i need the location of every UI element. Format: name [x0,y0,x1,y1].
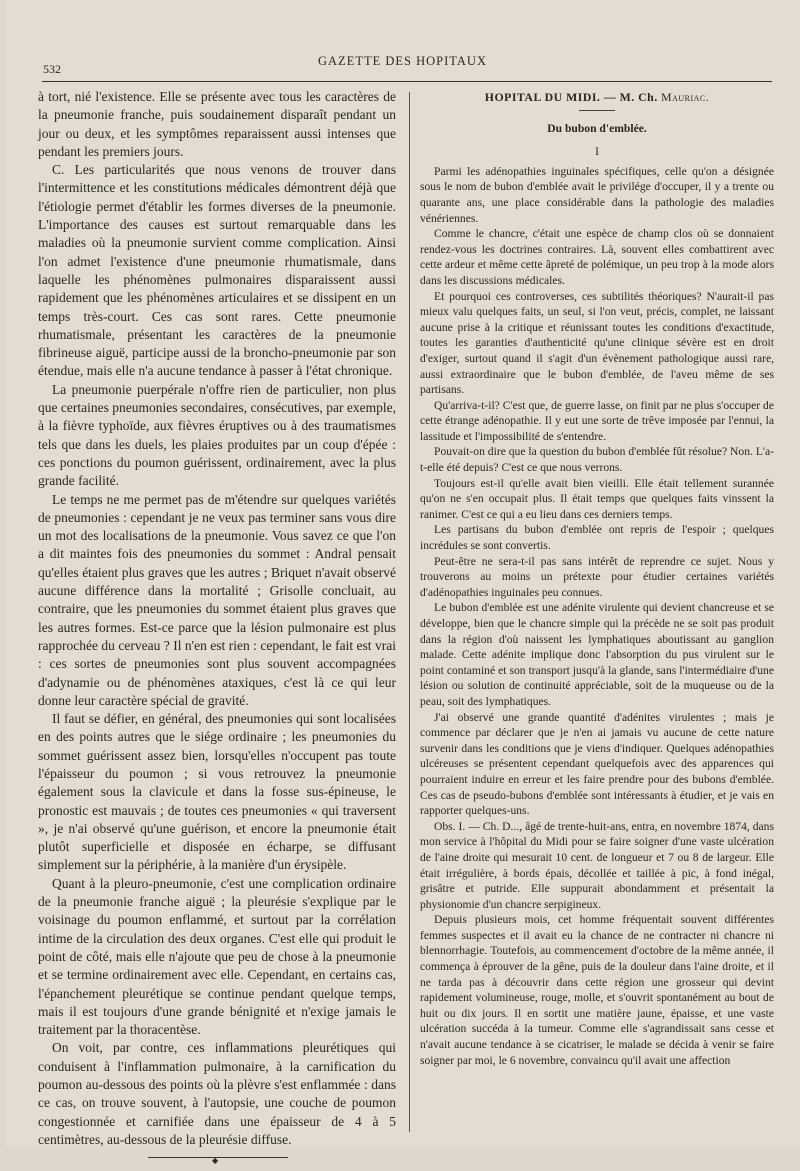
paragraph: Et pourquoi ces controverses, ces subtilités théoriques? N'aurait-il pas mieux valu quelques faits, un seul, si l'on veut, précis, complet, ne laissant aucune prise à la critique et réunissant toutes les conditions d'exactitude, toutes les garanties d'authenticité qu'une clinique sévère est en droit d'exiger, surtout quand il s'agit d'un évènement pathologique aussi rare, aussi extraordinaire que le bubon d'emblée, de l'aveu même de ses partisans. [420,289,774,397]
paragraph: Depuis plusieurs mois, cet homme fréquentait souvent différentes femmes suspectes et il avait eu la chance de ne contracter ni chancre ni blennorrhagie. Toutefois, au commencement d'octobre de la même année, il commença à éprouver de la gêne, puis de la douleur dans l'aine droite, et il ne tarda pas à découvrir dans cette région une grosseur qui devint rapidement volumineuse, rouge, molle, et s'ouvrit spontanément au bout de huit ou dix jours. Il en sortit une matière jaune, épaisse, et une vaste ulcération succéda à la tumeur. Comme elle s'agrandissait sans cesse et n'avait aucune tendance à se cicatriser, le malade se décida à venir se faire soigner par moi, le 6 novembre, convaincu qu'il avait une affection [420,913,774,1067]
paragraph: Le bubon d'emblée est une adénite virulente qui devient chancreuse et se développe, bien que le chancre simple qui la précède ne se soit pas produit dans la région d'où naissent les lymphatiques aboutissant au ganglion malade. Cette adénite implique donc l'absorption du pus virulent sur le point contaminé et son transport jusqu'à la glande, sans l'intermédiaire d'une lésion ou solution de continuité appréciable, soit de la muqueuse ou de la peau, soit des lymphatiques. [420,601,774,708]
journal-title: GAZETTE DES HOPITAUX [318,54,487,68]
paragraph: Quant à la pleuro-pneumonie, c'est une complication ordinaire de la pneumonie franche aiguë ; la pleurésie s'explique par le voisinage du poumon enflammé, et surtout par la corrélation intime de la circulation des deux organes. C'est elle qui produit le point de côté, mais elle n'ajoute que peu de chose à la pneumonie et se termine ordinairement avec elle. Cependant, en certains cas, l'épanchement pleurétique se continue pendant quelque temps, mais il est toujours d'une grande bénignité et n'exige jamais le traitement par la thoracentèse. [38,875,396,1038]
paragraph: Pouvait-on dire que la question du bubon d'emblée fût résolue? Non. L'a-t-elle été depuis? C'est ce que nous verrons. [420,445,774,475]
paragraph: Les partisans du bubon d'emblée ont repris de l'espoir ; quelques incrédules se sont convertis. [420,523,774,553]
paragraph: Le temps ne me permet pas de m'étendre sur quelques variétés de pneumonies : cependant je ne veux pas terminer sans vous dire un mot des localisations de la pneumonie. Vous savez ce que l'on a dit maintes fois des pneumonies du sommet : Andral pensait qu'elles étaient plus graves que les autres ; Briquet n'avait observé aucune différence dans la mortalité ; Grisolle concluait, au contraire, que les pneumonies du sommet étaient plus graves que les autres formes. Est-ce parce que la lésion pulmonaire est plus rapprochée du cerveau ? Il n'en est rien : cependant, le fait est vrai : ces sortes de pneumonies sont plus souvent accompagnées d'adynamie ou de phénomènes ataxiques, c'est là ce qui leur donne leur caractère spécial de gravité. [38,491,396,708]
right-column [420,88,774,1068]
left-column [38,88,396,1166]
paragraph: à tort, nié l'existence. Elle se présente avec tous les caractères de la pneumonie franche, puis soudainement disparaît pendant un jour ou deux, et les symptômes reparaissent aussi intenses que pendant les premiers jours. [38,89,396,159]
header-rule [42,81,772,82]
paragraph: Comme le chancre, c'était une espèce de champ clos où se donnaient rendez-vous les doctrines contraires. Là, souvent elles combattirent avec cette ardeur et même cette âpreté de polémique, un peu trop à la mode alors dans les discussions médicales. [420,227,774,287]
paragraph: La pneumonie puerpérale n'offre rien de particulier, non plus que certaines pneumonies secondaires, consécutives, par exemple, à la fièvre typhoïde, aux fièvres éruptives ou à des traumatismes tels que dans les duels, les plaies produites par un coup d'épée : ces ponctions du poumon guérissent, ordinairement, avec la plus grande facilité. [38,381,396,489]
end-ornament: ◆ [148,1157,288,1158]
section-number: I [595,145,599,159]
heading-rule [579,110,615,111]
paragraph: Peut-être ne sera-t-il pas sans intérêt de reprendre ce sujet. Nous y trouverons au moins un prétexte pour étudier certaines variétés d'adénopathies inguinales peu connues. [420,554,774,599]
article-title: Du bubon d'emblée. [547,121,647,135]
paragraph: Parmi les adénopathies inguinales spécifiques, celle qu'on a désignée sous le nom de bubon d'emblée avait le privilége d'occuper, il y a trente ou quarante ans, une place considérable dans la pathologie des maladies vénériennes. [420,164,774,225]
column-divider [409,92,410,1132]
paragraph: C. Les particularités que nous venons de trouver dans l'intermittence et les constitutions médicales démontrent déjà que l'étiologie permet d'établir les formes diverses de la pneumonie. L'importance des causes est surtout remarquable dans les maladies où la pneumonie survient comme complication. Ainsi l'on admet l'existence d'une pneumonie rhumatismale, dans laquelle les phénomènes pulmonaires disparaissent aussi rapidement que les phénomènes articulaires et se dissipent en un temps très-court. Ces cas sont rares. Cette pneumonie rhumatismale, présentant les caractères de la pneumonie fibrineuse aiguë, participe aussi de la broncho-pneumonie par son étendue, mais elle n'a aucune tendance à passer à l'état chronique. [38,162,396,379]
section-heading: HOPITAL DU MIDI. — M. Ch. Mauriac. [484,90,710,104]
paragraph: Qu'arriva-t-il? C'est que, de guerre lasse, on finit par ne plus s'occuper de cette étrange adénopathie. Il y eut une sorte de trêve imposée par l'ennui, la lassitude et l'impossibilité de s'entendre. [420,398,774,443]
paragraph: Toujours est-il qu'elle avait bien vieilli. Elle était tellement surannée qu'on ne s'en occupait plus. Il était temps que quelques faits vinssent la ranimer. C'est ce qui a eu lieu dans ces derniers temps. [420,476,774,521]
page-number: 532 [43,62,61,76]
paragraph: J'ai observé une grande quantité d'adénites virulentes ; mais je commence par déclarer que je n'en ai jamais vu aucune de cette nature survenir dans les conditions que je viens d'indiquer. Quelques adénopathies ulcéreuses se présentent cependant quelquefois avec des apparences qui pourraient induire en erreur et les faire prendre pour des bubons d'emblée. Ces cas de pseudo-bubons d'emblée sont intéressants à étudier, et je vais en rapporter quelques-uns. [420,710,774,818]
newspaper-page [6,0,800,1166]
section-author: Mauriac. [661,90,710,104]
paragraph: On voit, par contre, ces inflammations pleurétiques qui conduisent à l'inflammation pulmonaire, à la carnification du poumon au-dessous des points où la plèvre s'est enflammée : dans ce cas, on trouve souvent, à l'autopsie, une couche de poumon congestionnée et carnifiée dans une épaisseur de 4 à 5 centimètres, au-dessous de la pleurésie diffuse. [38,1040,396,1147]
paragraph: Obs. I. — Ch. D..., âgé de trente-huit-ans, entra, en novembre 1874, dans mon service à l'hôpital du Midi pour se faire soigner d'une vaste ulcération de l'aine droite qui mesurait 10 cent. de longueur et 7 ou 8 de largeur. Elle était irrégulière, à bords épais, décollée et taillée à pic, à fond inégal, grisâtre et putride. Elle suppurait abondamment et présentait la physionomie d'un chancre serpigineux. [420,819,774,911]
paragraph: Il faut se défier, en général, des pneumonies qui sont localisées en des points autres que le siége ordinaire ; les pneumonies du sommet guérissent assez bien, lorsqu'elles n'occupent pas toute l'épaisseur du poumon ; si vous retrouvez la pneumonie également sous la clavicule et dans la fosse sus-épineuse, le pronostic est mauvais ; de toutes ces pneumonies « qui traversent », je n'ai observé qu'une guérison, et encore la pneumonie était plutôt superficielle et disposée en écharpe, se diffusant simplement sur la périphérie, à la manière d'un érysipèle. [38,711,396,873]
